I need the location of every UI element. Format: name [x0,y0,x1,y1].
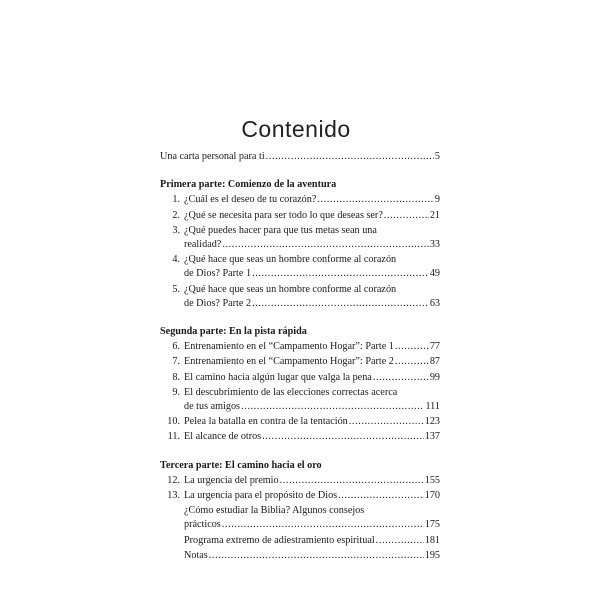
toc-entry-text: prácticos [184,519,221,531]
toc-page-number: 123 [424,416,440,428]
toc-entry-text: ¿Qué puedes hacer para que tus metas sean una [184,224,377,236]
toc-entry-text: La urgencia para el propósito de Dios [184,490,338,502]
dot-leader [395,340,429,354]
toc-entry-text: de Dios? Parte 1 [184,268,252,280]
toc-entry-number: 2. [172,209,180,221]
toc-page-number: 155 [424,474,440,486]
page-title: Contenido [241,116,351,142]
toc-entry[interactable] [160,549,440,563]
toc-entry[interactable] [160,504,440,532]
dot-leader [317,193,434,207]
toc-page-number: 170 [424,490,440,502]
toc-entry[interactable] [160,340,440,354]
toc-entry-text: ¿Qué hace que seas un hombre conforme al corazón [184,254,397,266]
section-title: Segunda parte: En la pista rápida [160,326,307,338]
toc-entry-number: 9. [172,386,180,398]
toc-entry[interactable] [160,430,440,444]
toc-entry[interactable] [160,193,440,207]
toc-entry[interactable] [160,371,440,385]
toc-entry[interactable] [160,386,440,414]
toc-entry-text: ¿Qué se necesita para ser todo lo que deseas ser? [184,209,383,221]
toc-entry-number: 11. [167,431,180,443]
toc-entry-number: 3. [172,224,180,236]
toc-entry[interactable] [160,209,440,223]
toc-entry[interactable] [160,534,440,548]
toc-entry-text: de Dios? Parte 2 [184,297,252,309]
dot-leader [252,297,429,311]
dot-leader [373,371,429,385]
dot-leader [280,474,424,488]
toc-entry-text: El alcance de otros [184,431,262,443]
toc-page-number: 137 [424,431,440,443]
toc-entry[interactable] [160,283,440,311]
toc-page-number: 111 [425,401,440,413]
toc-entry-text: Entrenamiento en el “Campamento Hogar”: Parte 2 [184,356,394,368]
toc-entry-text: ¿Cuál es el deseo de tu corazón? [184,194,317,206]
toc-page-number: 5 [434,151,440,162]
toc-entry-intro[interactable] [160,150,440,164]
dot-leader [338,489,424,503]
toc-entry-number: 13. [167,490,180,502]
toc-entry-text: ¿Qué hace que seas un hombre conforme al corazón [184,283,397,295]
toc-entry[interactable] [160,474,440,488]
dot-leader [376,534,424,548]
toc-entry-number: 7. [172,356,180,368]
toc-entry[interactable] [160,355,440,369]
toc-page-number: 87 [429,356,440,368]
dot-leader [395,355,429,369]
toc-page-number: 21 [429,209,440,221]
toc-entry-number: 12. [167,474,180,486]
toc-page-number: 99 [429,371,440,383]
toc-entry-text: Entrenamiento en el “Campamento Hogar”: Parte 1 [184,341,394,353]
dot-leader [241,400,424,414]
toc-entry-text: Notas [184,549,208,561]
toc-entry-number: 6. [172,341,180,353]
toc-entry[interactable] [160,415,440,429]
section-title: Primera parte: Comienzo de la aventura [160,179,337,191]
section-title: Tercera parte: El camino hacia el oro [160,459,322,471]
toc-page-number: 33 [429,239,440,251]
dot-leader [252,267,429,281]
toc-entry-text: La urgencia del premio [184,474,279,486]
dot-leader [209,549,424,563]
toc-entry-number: 10. [167,416,180,428]
toc-page-number: 181 [424,534,440,546]
dot-leader [222,518,424,532]
toc-page-number: 195 [424,549,440,561]
toc-page-number: 9 [434,194,440,206]
toc-entry-number: 5. [172,283,180,295]
toc-entry-text: El camino hacia algún lugar que valga la pena [184,371,372,383]
toc-page-number: 175 [424,519,440,531]
toc-entry-text: de tus amigos [184,401,241,413]
toc-entry[interactable] [160,224,440,252]
toc-entry-text: El descubrimiento de las elecciones correctas acerca [184,386,398,398]
dot-leader [222,238,428,252]
toc-entry[interactable] [160,253,440,281]
dot-leader [266,150,434,164]
toc-entry-text: realidad? [184,239,222,251]
toc-entry-number: 8. [172,371,180,383]
toc-page-number: 77 [429,341,440,353]
dot-leader [384,209,429,223]
toc-entry-text: Programa extremo de adiestramiento espiritual [184,534,375,546]
toc-entry-number: 1. [172,194,180,206]
table-of-contents [160,150,440,564]
toc-entry-number: 4. [172,254,180,266]
dot-leader [349,415,424,429]
toc-page-number: 63 [429,297,440,309]
toc-entry-text: Una carta personal para ti [160,151,265,162]
toc-entry[interactable] [160,489,440,503]
dot-leader [262,430,424,444]
toc-page-number: 49 [429,268,440,280]
toc-entry-text: ¿Cómo estudiar la Biblia? Algunos consejos [184,505,365,517]
toc-entry-text: Pelea la batalla en contra de la tentación [184,416,348,428]
